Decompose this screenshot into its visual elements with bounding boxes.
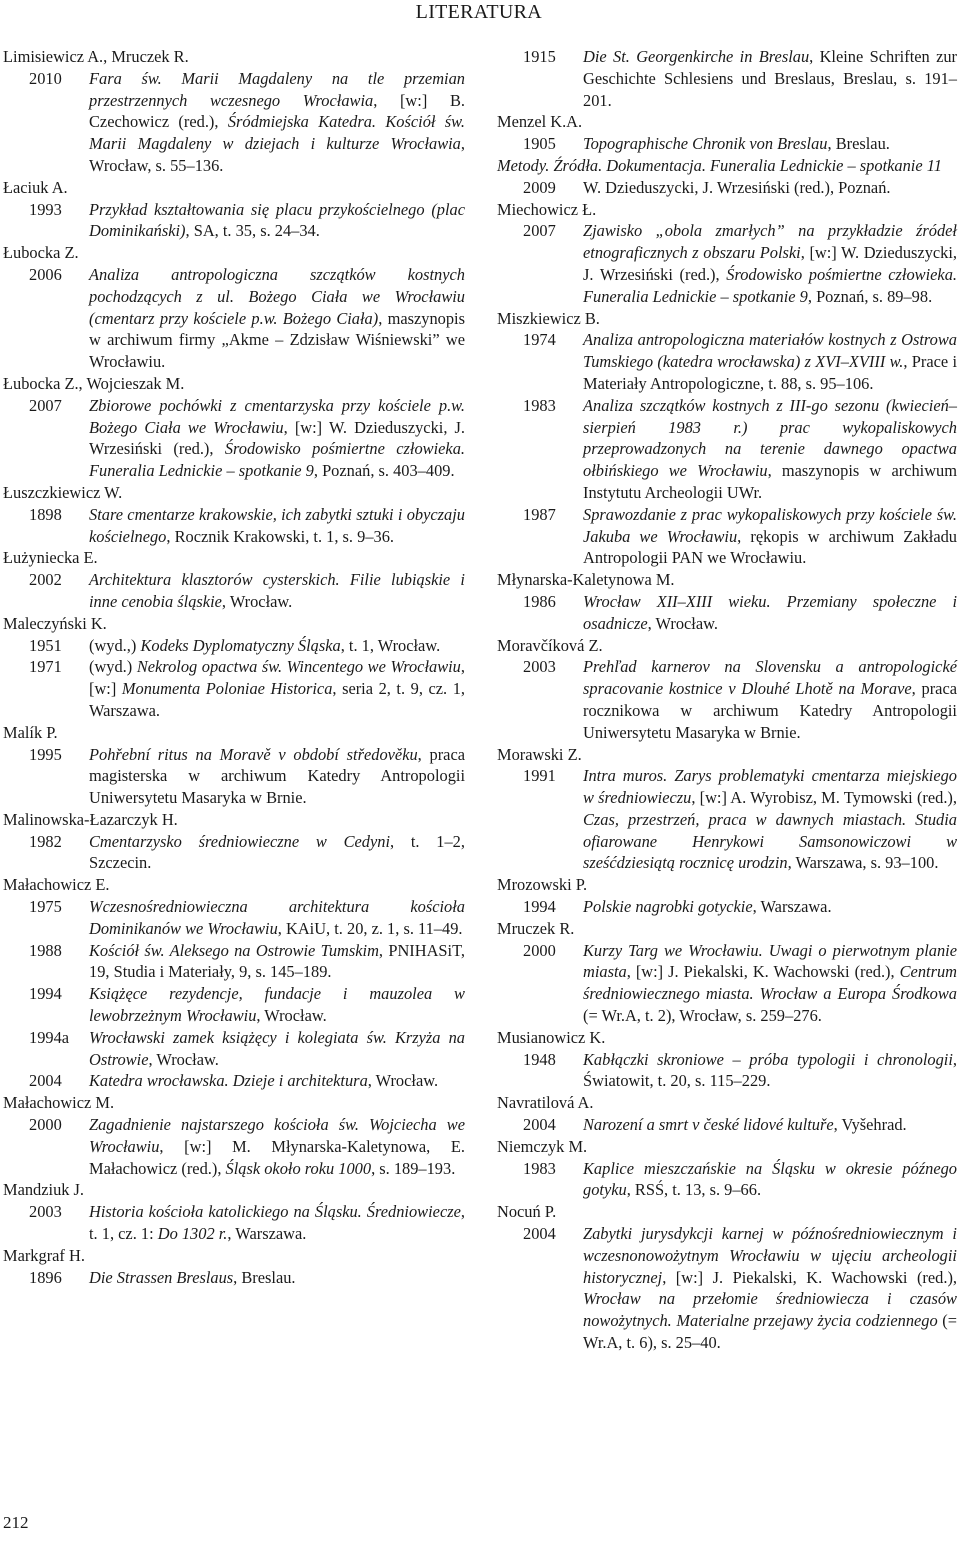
- citation-text: , praca magisterska w archiwum Katedry Antropologii Uniwersytetu Masaryka w Brnie.: [89, 744, 465, 808]
- title-text: Nekrolog opactwa św. Wincentego we Wrocławiu: [136, 657, 461, 677]
- entry-year: 1987: [523, 504, 556, 524]
- entry-text: [583, 395, 957, 504]
- bibliography-entry: [497, 46, 957, 111]
- entry-year: 1975: [29, 897, 62, 917]
- citation-text: , Kleine Schriften zur Geschichte Schlesiens und Breslaus, Breslau, s. 191–201.: [583, 47, 957, 110]
- entry-year: 1948: [523, 1049, 556, 1069]
- citation-text: , [w:] J. Piekalski, K. Wachowski (red.),: [626, 962, 900, 982]
- author-heading: Mandziuk J.: [3, 1180, 85, 1200]
- bibliography-entry: [3, 896, 465, 940]
- title-text: Środowisko pośmiertne człowieka. Funeralia Lednickie – spotkanie 9: [583, 264, 958, 306]
- entry-text: [89, 1201, 465, 1245]
- entry-text: [89, 831, 465, 875]
- title-text: Zabytki jurysdykcji karnej w późnośredniowiecznym i wczesnonowożytnym Wrocławiu w ujęciu archeologii historycznej: [583, 1224, 957, 1287]
- title-text: Śródmiejska Katedra. Kościół św. Marii Magdaleny w dziejach i kulturze Wrocławia: [89, 112, 465, 154]
- author-heading: Musianowicz K.: [497, 1027, 606, 1047]
- title-text: Narození a smrt v české lidové kultuře: [583, 1115, 834, 1135]
- bibliography-column-right: [497, 46, 957, 1354]
- bibliography-entry: [3, 504, 465, 548]
- citation-text: , [w:] B. Czechowicz (red.),: [89, 90, 465, 132]
- author-heading: Navratilová A.: [497, 1093, 594, 1113]
- author-heading: Limisiewicz A., Mruczek R.: [3, 47, 189, 66]
- entry-text: [583, 329, 957, 394]
- entry-year: 1994: [29, 984, 62, 1004]
- author-heading: Łubocka Z.: [3, 243, 79, 263]
- entry-text: [89, 1267, 465, 1289]
- author-heading: Łaciuk A.: [3, 177, 68, 197]
- entry-year: 1915: [523, 47, 556, 66]
- citation-text: , RSŚ, t. 13, s. 9–66.: [626, 1180, 762, 1200]
- entry-year: 1974: [523, 330, 556, 350]
- title-text: Wrocławski zamek książęcy i kolegiata św. Krzyża na Ostrowie: [89, 1027, 465, 1069]
- author-heading: Morawski Z.: [497, 744, 582, 764]
- citation-text: , t. 1–2, Szczecin.: [89, 831, 465, 873]
- title-text: Kurzy Targ we Wrocławiu. Uwagi o pierwotnym planie miasta: [583, 940, 957, 982]
- entry-text: [583, 133, 957, 155]
- bibliography-entry: [497, 765, 957, 874]
- title-text: Die Strassen Breslaus: [89, 1267, 234, 1287]
- citation-text: , maszynopis w archiwum firmy „Akme – Zdzisław Wiśniewski” we Wrocławiu.: [89, 308, 465, 372]
- author-heading: Mruczek R.: [497, 918, 575, 938]
- bibliography-entry: [497, 1223, 957, 1354]
- title-text: Wrocław XII–XIII wieku. Przemiany społeczne i osadnicze: [583, 591, 957, 633]
- title-text: Do 1302 r.: [157, 1224, 228, 1244]
- entry-text: [89, 504, 465, 548]
- entry-year: 1995: [29, 744, 62, 764]
- entry-year: 2003: [523, 657, 556, 677]
- bibliography-entry: [3, 635, 465, 657]
- entry-year: 2000: [523, 940, 556, 960]
- entry-text: [89, 395, 465, 482]
- citation-text: , Breslau.: [827, 134, 890, 154]
- entry-text: [89, 199, 465, 243]
- author-heading: Markgraf H.: [3, 1245, 85, 1265]
- citation-text: (= Wr.A, t. 2), Wrocław, s. 259–276.: [583, 1006, 822, 1026]
- bibliography-entry: [3, 68, 465, 177]
- bibliography-entry: [3, 656, 465, 721]
- bibliography-entry: [497, 896, 957, 918]
- entry-text: [89, 1027, 465, 1071]
- entry-text: [583, 591, 957, 635]
- bibliography-entry: [3, 569, 465, 613]
- citation-text: (wyd.): [89, 657, 137, 677]
- bibliography-entry: [497, 504, 957, 569]
- citation-text: , maszynopis w archiwum Instytutu Archeologii UWr.: [583, 461, 957, 502]
- entry-year: 1896: [29, 1267, 62, 1287]
- bibliography-entry: [497, 1158, 957, 1202]
- entry-year: 2003: [29, 1202, 62, 1222]
- citation-text: , [w:] J. Piekalski, K. Wachowski (red.),: [662, 1267, 957, 1287]
- title-text: Die St. Georgenkirche in Breslau: [583, 47, 810, 66]
- title-text: Zagadnienie najstarszego kościoła św. Wojciecha we Wrocławiu: [89, 1115, 465, 1156]
- bibliography-entry: [3, 1027, 465, 1071]
- entry-year: 1898: [29, 504, 62, 524]
- title-text: Stare cmentarze krakowskie, ich zabytki sztuki i obyczaju kościelnego: [89, 504, 465, 546]
- citation-text: , t. 1, cz. 1:: [89, 1202, 465, 1244]
- bibliography-entry: [3, 831, 465, 875]
- entry-text: [583, 177, 957, 199]
- entry-text: [89, 569, 465, 613]
- citation-text: , Poznań, s. 89–98.: [807, 286, 933, 306]
- entry-text: [89, 68, 465, 177]
- author-heading: Niemczyk M.: [497, 1136, 588, 1156]
- title-text: Wrocław na przełomie średniowiecza i czasów nowożytnych. Materialne przejawy życia codziennego: [583, 1289, 957, 1331]
- author-heading: Młynarska-Kaletynowa M.: [497, 570, 675, 590]
- author-heading: Malinowska-Łazarczyk H.: [3, 809, 178, 829]
- entry-year: 2009: [523, 177, 556, 197]
- citation-text: , Wrocław.: [367, 1071, 439, 1091]
- author-heading: Małachowicz E.: [3, 875, 110, 895]
- citation-text: , seria 2, t. 9, cz. 1, Warszawa.: [89, 679, 466, 720]
- author-heading: Łubocka Z., Wojcieszak M.: [3, 373, 185, 393]
- entry-text: [583, 46, 957, 111]
- title-text: Analiza antropologiczna materiałów kostnych z Ostrowa Tumskiego (katedra wrocławska) z XVI–XVIII w.: [583, 330, 957, 372]
- citation-text: , Wrocław.: [148, 1049, 219, 1069]
- bibliography-column-left: [3, 46, 465, 1288]
- author-heading: Miszkiewicz B.: [497, 308, 600, 328]
- entry-year: 1994: [523, 897, 556, 917]
- citation-text: , Warszawa.: [752, 897, 832, 917]
- citation-text: , Rocznik Krakowski, t. 1, s. 9–36.: [166, 526, 395, 546]
- entry-year: 1993: [29, 199, 62, 219]
- entry-year: 1988: [29, 940, 62, 960]
- citation-text: , [w:]: [89, 657, 465, 699]
- bibliography-entry: [3, 1114, 465, 1179]
- citation-text: , Breslau.: [233, 1267, 296, 1287]
- title-text: Śląsk około roku 1000: [225, 1158, 372, 1178]
- citation-text: , t. 1, Wrocław.: [340, 635, 441, 655]
- entry-text: [583, 220, 957, 307]
- citation-text: , Światowit, t. 20, s. 115–229.: [583, 1049, 957, 1091]
- citation-text: , Wrocław, s. 55–136.: [89, 134, 465, 175]
- citation-text: , praca rocznikowa w archiwum Katedry Antropologii Uniwersytetu Masaryka w Brnie.: [583, 679, 957, 742]
- citation-text: , Warszawa.: [227, 1224, 307, 1244]
- title-text: Metody. Źródła. Dokumentacja. Funeralia Lednickie – spotkanie 11: [497, 155, 942, 175]
- entry-text: [583, 656, 957, 743]
- bibliography-entry: [3, 1267, 465, 1289]
- title-text: Kabłączki skroniowe – próba typologii i chronologii: [583, 1049, 953, 1069]
- bibliography-entry: [497, 329, 957, 394]
- title-text: Cmentarzysko średniowieczne w Cedyni: [89, 831, 390, 851]
- entry-year: 1905: [523, 134, 556, 154]
- entry-text: [89, 656, 465, 721]
- author-heading: Menzel K.A.: [497, 112, 583, 132]
- bibliography-entry: [3, 1070, 465, 1092]
- entry-year: 1983: [523, 395, 556, 415]
- citation-text: , Wrocław.: [221, 591, 293, 611]
- bibliography-entry: [497, 133, 957, 155]
- title-text: Czas, przestrzeń, praca w dawnych miastach. Studia ofiarowane Henrykowi Samsonowiczowi w sześćdziesiątą rocznicę urodzin: [583, 809, 957, 873]
- entry-text: [583, 1049, 957, 1093]
- bibliography-entry: [497, 656, 957, 743]
- author-heading: Łużyniecka E.: [3, 548, 98, 568]
- title-text: Analiza antropologiczna szczątków kostnych pochodzących z ul. Bożego Ciała we Wrocławiu (cmentarz przy kościele p.w. Bożego Ciała): [89, 264, 465, 328]
- citation-text: , rękopis w archiwum Zakładu Antropologii PAN we Wrocławiu.: [583, 526, 957, 568]
- citation-text: (wyd.,): [89, 635, 141, 655]
- entry-text: [583, 896, 957, 918]
- entry-year: 1986: [523, 591, 556, 611]
- title-text: Zbiorowe pochówki z cmentarzyska przy kościele p.w. Bożego Ciała we Wrocławiu: [89, 395, 465, 437]
- entry-text: [583, 940, 957, 1027]
- bibliography-entry: [497, 940, 957, 1027]
- title-text: Sprawozdanie z prac wykopaliskowych przy kościele św. Jakuba we Wrocławiu: [583, 504, 957, 546]
- entry-text: [583, 1114, 957, 1136]
- title-text: Przykład kształtowania się placu przykościelnego (plac Dominikański): [89, 199, 465, 241]
- author-heading: Łuszczkiewicz W.: [3, 482, 123, 502]
- bibliography-entry: [497, 1049, 957, 1093]
- author-heading: Moravčíková Z.: [497, 635, 603, 655]
- entry-year: 2000: [29, 1115, 62, 1135]
- bibliography-entry: [3, 199, 465, 243]
- author-heading: Maleczyński K.: [3, 613, 107, 633]
- entry-text: [89, 264, 465, 373]
- entry-year: 2007: [523, 221, 556, 241]
- citation-text: , Poznań, s. 403–409.: [313, 461, 455, 481]
- entry-year: 2004: [523, 1115, 556, 1135]
- entry-year: 2004: [29, 1071, 62, 1091]
- bibliography-entry: [3, 264, 465, 373]
- entry-year: 1983: [523, 1158, 556, 1178]
- author-heading: [497, 155, 957, 177]
- title-text: Architektura klasztorów cysterskich. Filie lubiąskie i inne cenobia śląskie: [89, 570, 465, 611]
- entry-text: [583, 1158, 957, 1202]
- entry-text: [583, 1223, 957, 1354]
- entry-year: 1971: [29, 657, 62, 677]
- page-number: 212: [3, 1513, 29, 1532]
- citation-text: , KAiU, t. 20, z. 1, s. 11–49.: [277, 918, 463, 938]
- citation-text: , [w:] A. Wyrobisz, M. Tymowski (red.),: [691, 788, 957, 808]
- bibliography-entry: [497, 177, 957, 199]
- entry-year: 1994a: [29, 1027, 70, 1047]
- citation-text: W. Dzieduszycki, J. Wrzesiński (red.), Poznań.: [583, 177, 891, 197]
- title-text: Książęce rezydencje, fundacje i mauzolea w lewobrzeżnym Wrocławiu: [89, 984, 465, 1026]
- entry-year: 1991: [523, 766, 556, 786]
- author-heading: Malík P.: [3, 722, 58, 742]
- citation-text: , Vyšehrad.: [833, 1115, 907, 1135]
- author-heading: Miechowicz Ł.: [497, 199, 597, 219]
- title-text: Katedra wrocławska. Dzieje i architektura: [89, 1071, 368, 1091]
- citation-text: , [w:] W. Dzieduszycki, J. Wrzesiński (red.),: [89, 417, 465, 459]
- entry-text: [583, 765, 957, 874]
- title-text: Monumenta Poloniae Historica: [121, 679, 333, 699]
- title-text: Polskie nagrobki gotyckie: [583, 897, 753, 917]
- entry-year: 1951: [29, 635, 62, 655]
- entry-year: 2007: [29, 395, 62, 415]
- title-text: Kościół św. Aleksego na Ostrowie Tumskim: [89, 940, 379, 960]
- bibliography-entry: [497, 591, 957, 635]
- bibliography-entry: [3, 1201, 465, 1245]
- citation-text: , [w:] M. Młynarska-Kaletynowa, E. Małachowicz (red.),: [89, 1136, 465, 1178]
- entry-year: 2006: [29, 264, 62, 284]
- title-text: Kodeks Dyplomatyczny Śląska: [140, 635, 341, 655]
- bibliography-entry: [3, 983, 465, 1027]
- citation-text: , Wrocław.: [256, 1006, 327, 1026]
- title-text: Centrum średniowiecznego miasta. Wrocław a Europa Środkowa: [583, 962, 957, 1004]
- entry-year: 2010: [29, 68, 62, 88]
- bibliography-entry: [497, 1114, 957, 1136]
- title-text: Wczesnośredniowieczna architektura kościoła Dominikanów we Wrocławiu: [89, 897, 465, 938]
- entry-text: [89, 744, 465, 809]
- title-text: Prehľad karnerov na Slovensku a antropologické spracovanie kostnice v Dlouhé Lhotě na Morave: [583, 657, 957, 699]
- author-heading: Małachowicz M.: [3, 1093, 115, 1113]
- citation-text: , Warszawa, s. 93–100.: [787, 853, 939, 873]
- entry-text: [89, 1070, 465, 1092]
- entry-text: [89, 1114, 465, 1179]
- entry-text: [583, 504, 957, 569]
- title-text: Historia kościoła katolickiego na Śląsku. Średniowiecze: [89, 1202, 461, 1222]
- entry-text: [89, 983, 465, 1027]
- citation-text: , SA, t. 35, s. 24–34.: [185, 221, 320, 241]
- title-text: Zjawisko „obola zmarłych” na przykładzie źródeł etnograficznych z obszaru Polski: [583, 221, 957, 263]
- citation-text: , Prace i Materiały Antropologiczne, t. 88, s. 95–106.: [583, 352, 958, 393]
- bibliography-entry: [3, 395, 465, 482]
- title-text: Fara św. Marii Magdaleny na tle przemian przestrzennych wczesnego Wrocławia: [89, 68, 465, 110]
- entry-year: 1982: [29, 831, 62, 851]
- bibliography-entry: [3, 744, 465, 809]
- title-text: Analiza szczątków kostnych z III-go sezonu (kwiecień–sierpień 1983 r.) prac wykopaliskowych przeprowadzonych na terenie dawnego opactwa ołbińskiego we Wrocławiu: [583, 395, 957, 481]
- author-heading: Nocuń P.: [497, 1202, 557, 1222]
- entry-text: [89, 635, 465, 657]
- title-text: Intra muros. Zarys problematyki cmentarza miejskiego w średniowieczu: [583, 766, 957, 808]
- citation-text: , s. 189–193.: [371, 1158, 456, 1178]
- entry-year: 2004: [523, 1224, 556, 1244]
- citation-text: , PNIHASiT, 19, Studia i Materiały, 9, s. 145–189.: [89, 940, 465, 982]
- title-text: Kaplice mieszczańskie na Śląsku w okresie późnego gotyku: [583, 1158, 957, 1200]
- citation-text: , [w:] W. Dzieduszycki, J. Wrzesiński (red.),: [583, 243, 958, 284]
- entry-text: [89, 940, 465, 984]
- bibliography-entry: [497, 395, 957, 504]
- title-text: Pohřební ritus na Moravě v období středověku: [89, 744, 418, 764]
- entry-year: 2002: [29, 570, 62, 590]
- running-head: LITERATURA: [415, 1, 542, 23]
- citation-text: , Wrocław.: [647, 613, 718, 633]
- bibliography-entry: [497, 220, 957, 307]
- bibliography-entry: [3, 940, 465, 984]
- title-text: Środowisko pośmiertne człowieka. Funeralia Lednickie – spotkanie 9: [89, 439, 465, 481]
- entry-text: [89, 896, 465, 940]
- citation-text: (= Wr.A, t. 6), s. 25–40.: [583, 1311, 957, 1353]
- title-text: Topographische Chronik von Breslau: [583, 134, 828, 154]
- author-heading: Mrozowski P.: [497, 875, 588, 895]
